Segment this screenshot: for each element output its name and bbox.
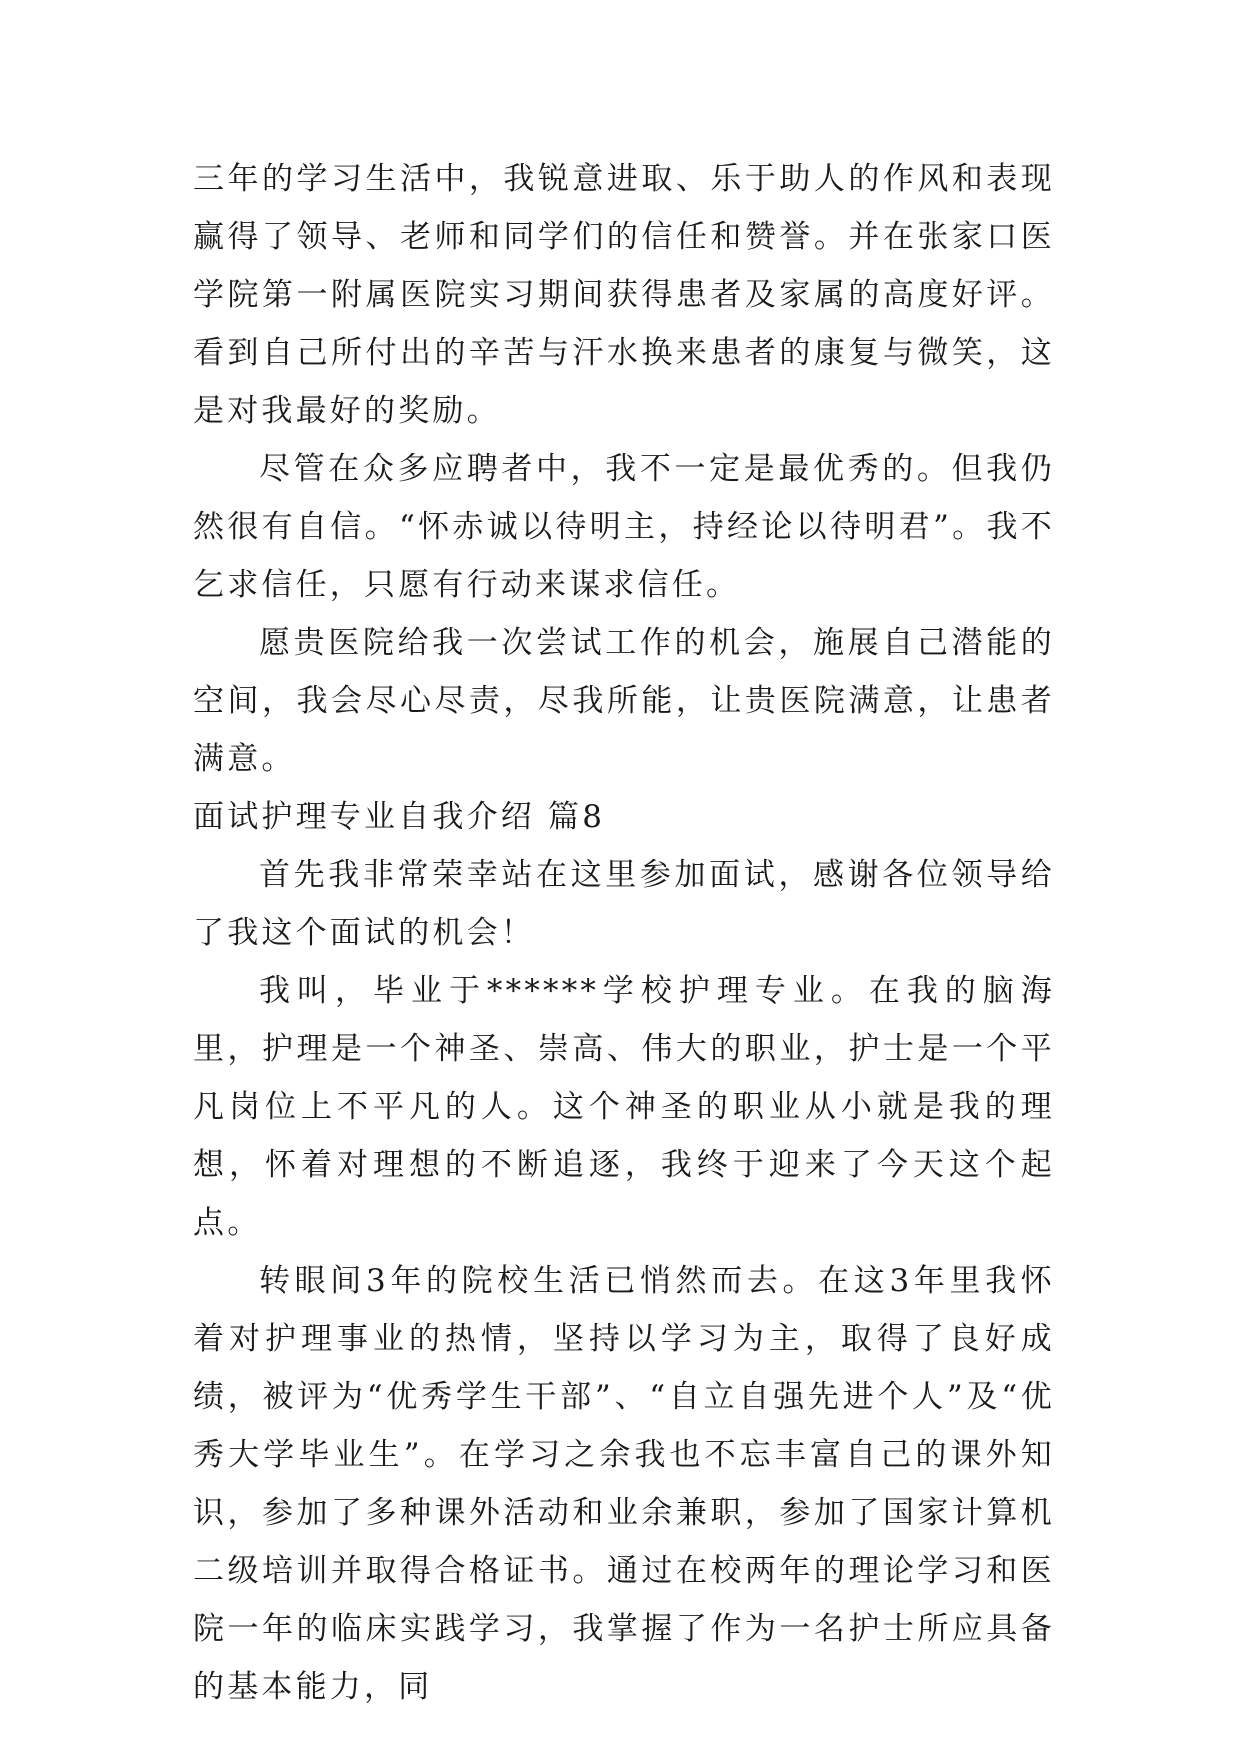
paragraph-4: 首先我非常荣幸站在这里参加面试，感谢各位领导给了我这个面试的机会！ [193, 857, 1055, 951]
paragraph-3: 愿贵医院给我一次尝试工作的机会，施展自己潜能的空间，我会尽心尽责，尽我所能，让贵医院满意，让患者满意。 [193, 625, 1055, 777]
paragraph-5: 我叫，毕业于******学校护理专业。在我的脑海里，护理是一个神圣、崇高、伟大的职业，护士是一个平凡岗位上不平凡的人。这个神圣的职业从小就是我的理想，怀着对理想的不断追逐，我终于迎来了今天这个起点。 [193, 973, 1055, 1241]
paragraph-6: 转眼间3年的院校生活已悄然而去。在这3年里我怀着对护理事业的热情，坚持以学习为主，取得了良好成绩，被评为“优秀学生干部”、“自立自强先进个人”及“优秀大学毕业生”。在学习之余我也不忘丰富自己的课外知识，参加了多种课外活动和业余兼职，参加了国家计算机二级培训并取得合格证书。通过在校两年的理论学习和医院一年的临床实践学习，我掌握了作为一名护士所应具备的基本能力，同 [193, 1263, 1055, 1705]
section-heading: 面试护理专业自我介绍 篇8 [193, 799, 606, 835]
document-page [193, 150, 1055, 1716]
paragraph-2: 尽管在众多应聘者中，我不一定是最优秀的。但我仍然很有自信。“怀赤诚以待明主，持经论以待明君”。我不乞求信任，只愿有行动来谋求信任。 [193, 451, 1055, 603]
paragraph-1: 三年的学习生活中，我锐意进取、乐于助人的作风和表现赢得了领导、老师和同学们的信任和赞誉。并在张家口医学院第一附属医院实习期间获得患者及家属的高度好评。看到自己所付出的辛苦与汗水换来患者的康复与微笑，这是对我最好的奖励。 [193, 161, 1055, 429]
